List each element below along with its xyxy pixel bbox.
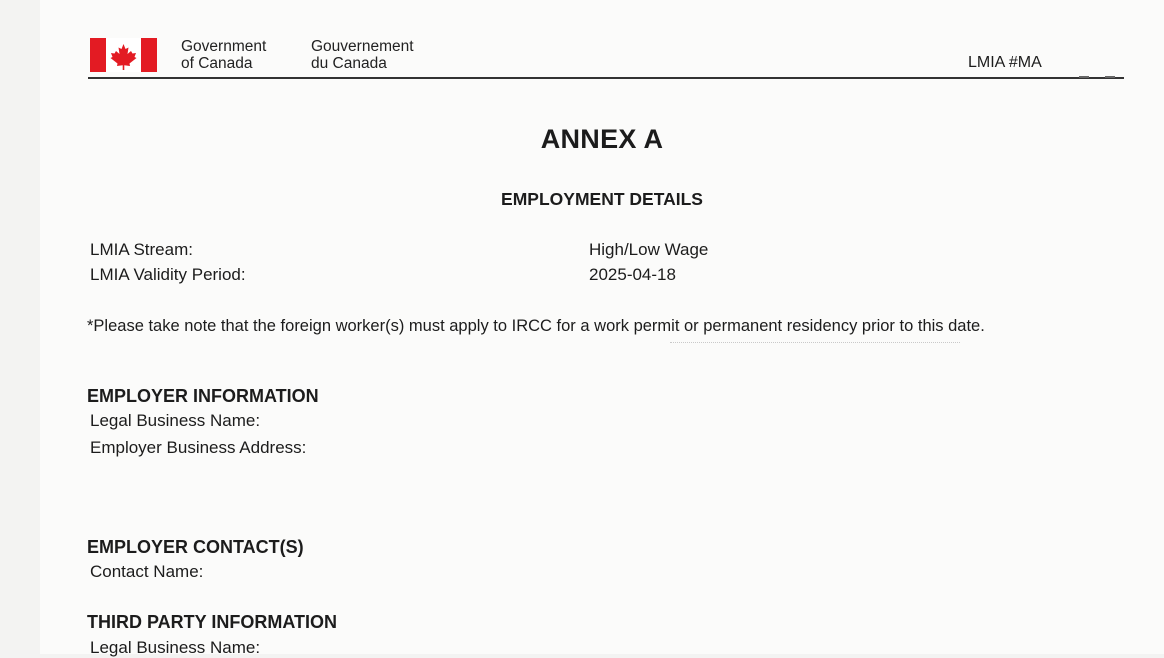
- gov-fr-line2: du Canada: [311, 55, 387, 72]
- validity-value: 2025-04-18: [589, 265, 676, 284]
- stream-value: High/Low Wage: [589, 240, 709, 259]
- header-dash: [1105, 76, 1115, 78]
- validity-label: LMIA Validity Period:: [90, 265, 246, 284]
- stream-label: LMIA Stream:: [90, 240, 193, 259]
- government-name-english: [181, 38, 266, 72]
- section-subtitle: EMPLOYMENT DETAILS: [501, 189, 703, 209]
- header-divider: [88, 77, 1124, 79]
- page-title: ANNEX A: [540, 124, 664, 154]
- government-name-french: [311, 38, 414, 72]
- employer-address-label: Employer Business Address:: [90, 438, 307, 457]
- employer-information-heading: EMPLOYER INFORMATION: [87, 386, 319, 406]
- gov-fr-line1: Gouvernement: [311, 38, 414, 55]
- header-dash: [1079, 76, 1089, 78]
- third-party-heading: THIRD PARTY INFORMATION: [87, 612, 337, 632]
- employer-legal-name-label: Legal Business Name:: [90, 411, 261, 430]
- faint-dotted-line: [670, 342, 960, 344]
- lmia-reference: LMIA #MA: [968, 54, 1042, 71]
- gov-en-line2: of Canada: [181, 55, 253, 72]
- validity-note: *Please take note that the foreign worker(s) must apply to IRCC for a work permit or permanent residency prior to this date.: [87, 317, 985, 335]
- contact-name-label: Contact Name:: [90, 562, 204, 581]
- third-party-legal-name-label: Legal Business Name:: [90, 638, 261, 657]
- canada-flag-icon: [90, 38, 157, 72]
- gov-en-line1: Government: [181, 38, 267, 55]
- employer-contacts-heading: EMPLOYER CONTACT(S): [87, 537, 304, 557]
